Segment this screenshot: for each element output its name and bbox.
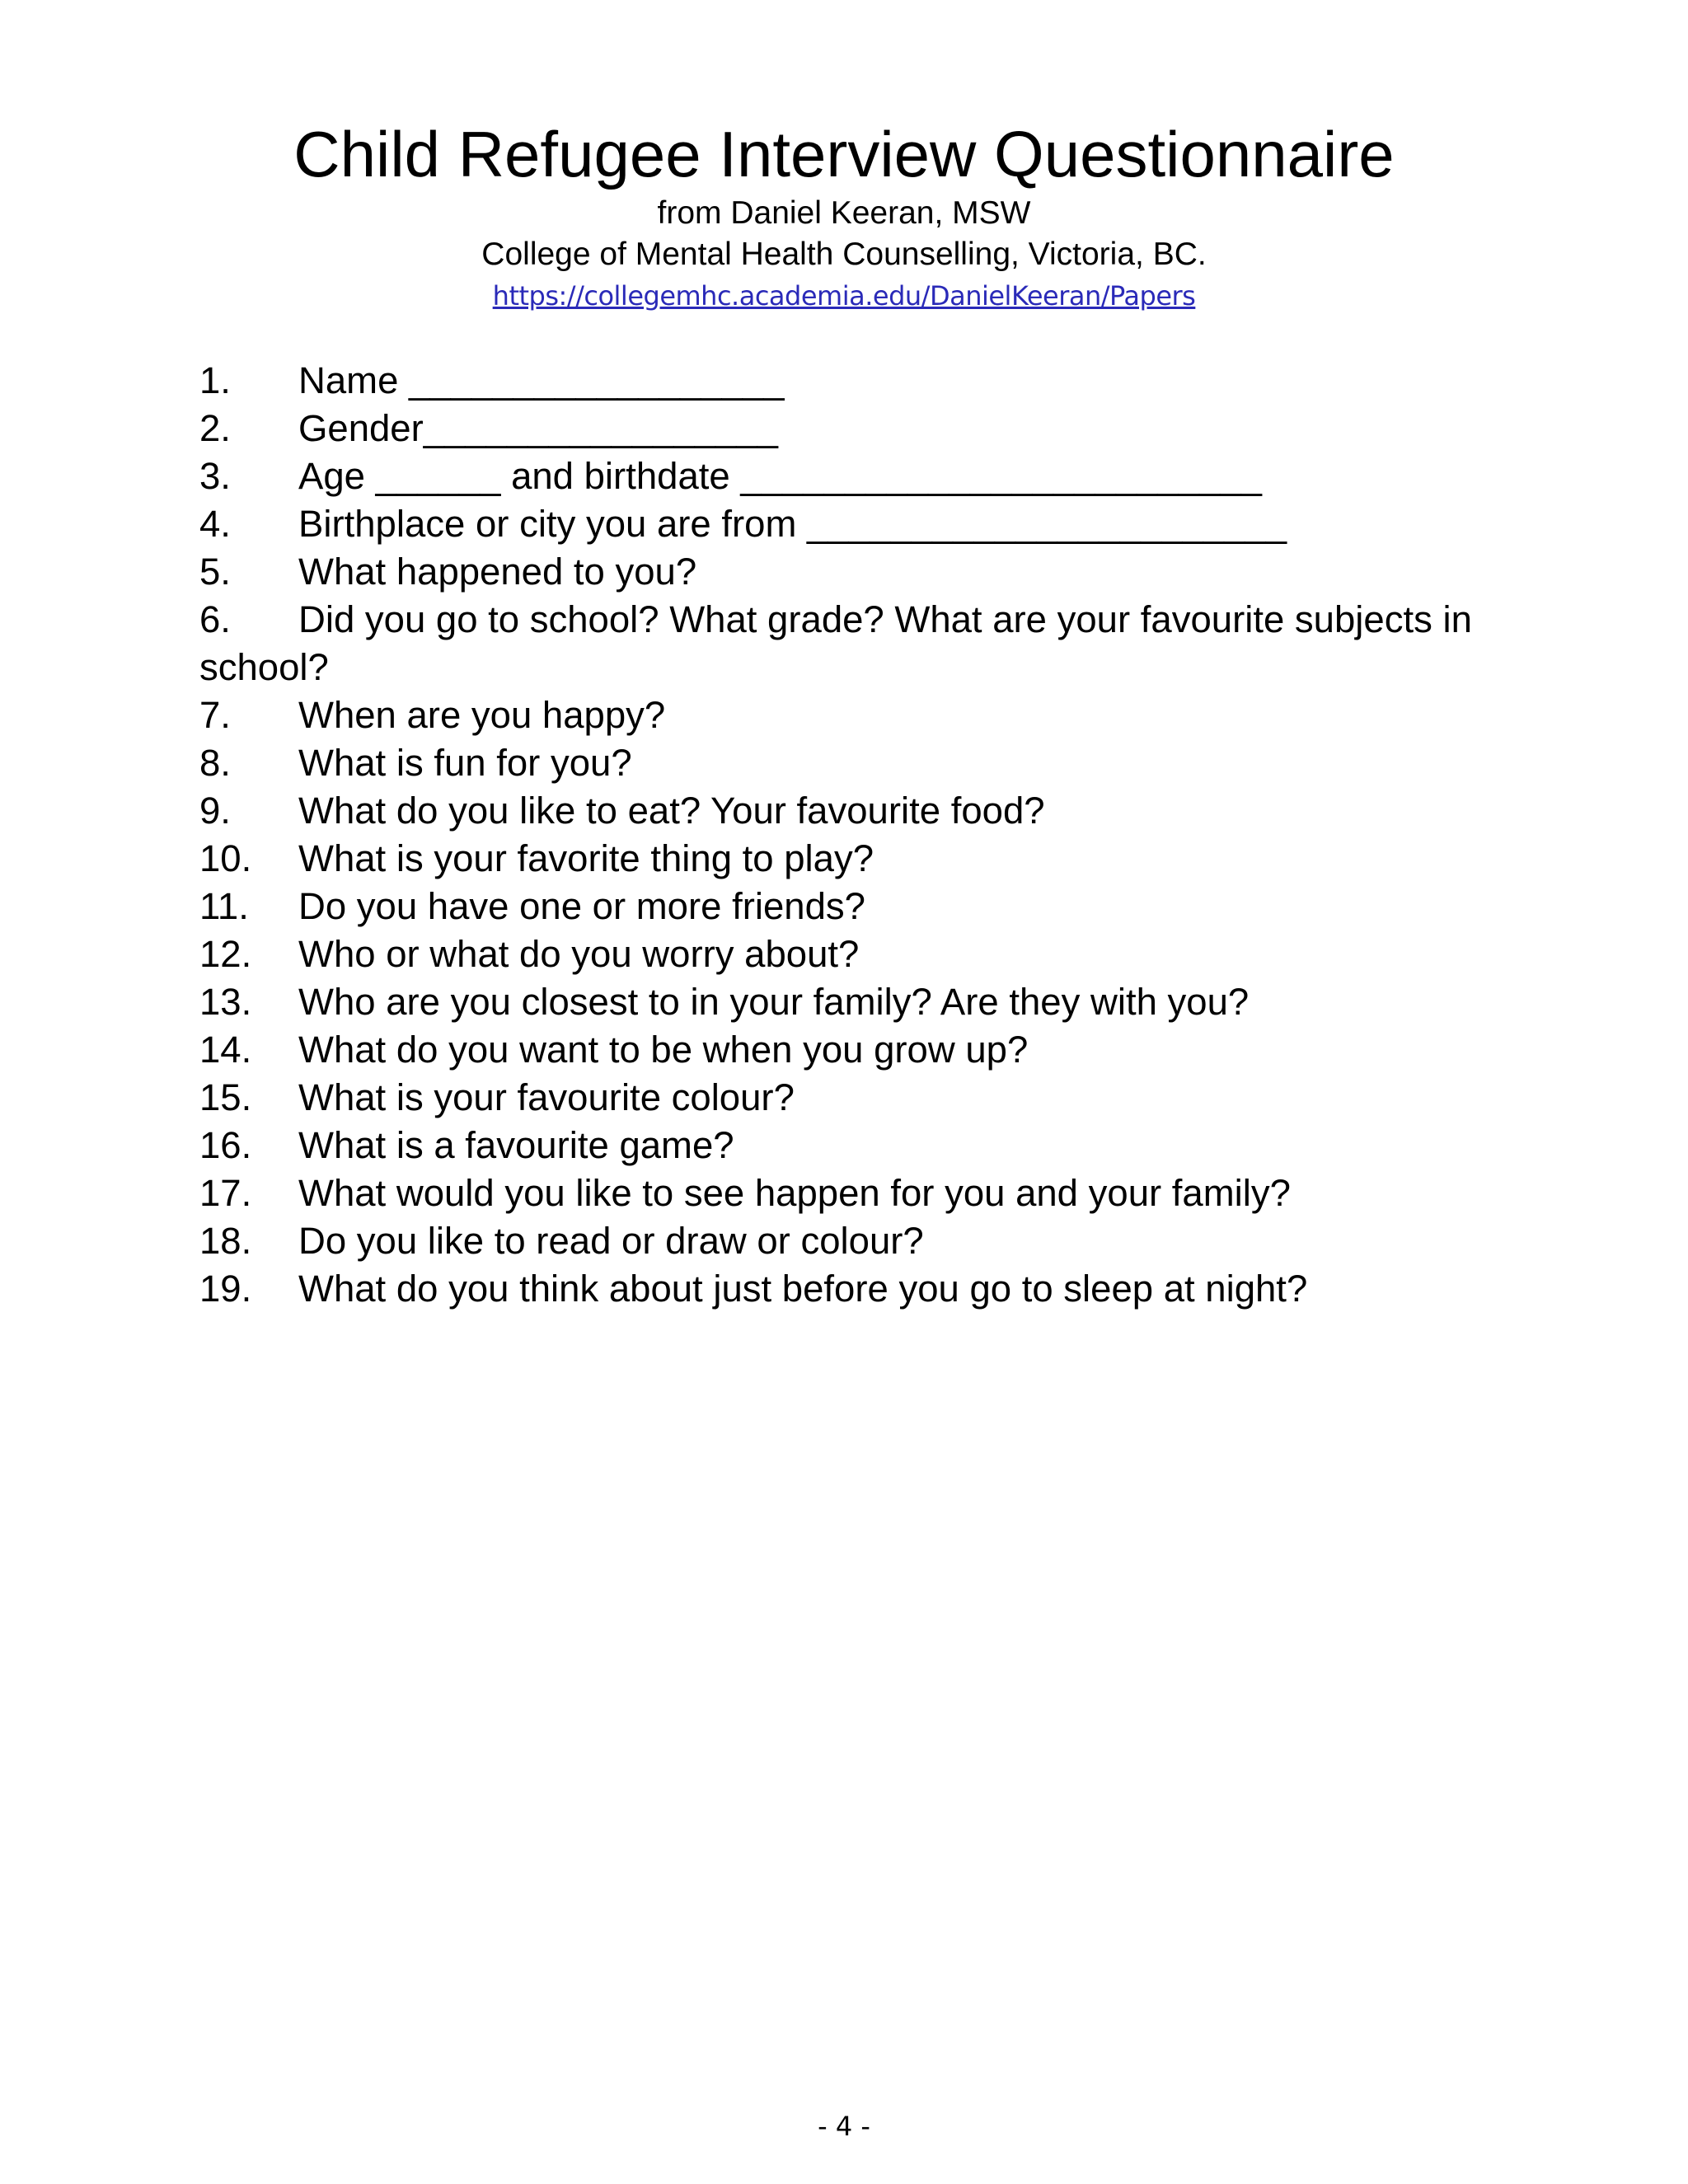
question-text: What is a favourite game? [298, 1124, 734, 1166]
question-number: 15. [199, 1076, 252, 1118]
question-number: 18. [199, 1220, 252, 1262]
question-item-17 [199, 1169, 1485, 1217]
question-number: 1. [199, 359, 231, 401]
question-number: 3. [199, 455, 231, 497]
question-number: 2. [199, 407, 231, 449]
question-text: What is your favorite thing to play? [298, 837, 874, 879]
question-text: What happened to you? [298, 551, 697, 593]
question-text: What is your favourite colour? [298, 1076, 795, 1118]
question-number: 14. [199, 1029, 252, 1071]
question-item-3 [199, 452, 1485, 500]
question-text: What do you like to eat? Your favourite food? [298, 790, 1045, 832]
document-header [0, 115, 1688, 315]
question-text: Name __________________ [298, 359, 785, 401]
question-item-12 [199, 930, 1485, 978]
question-item-9 [199, 787, 1485, 835]
question-text: Age ______ and birthdate _________________________ [298, 455, 1262, 497]
question-text: Do you have one or more friends? [298, 885, 865, 927]
question-item-19 [199, 1265, 1485, 1313]
question-text: What would you like to see happen for you and your family? [298, 1172, 1291, 1214]
question-text: What do you want to be when you grow up? [298, 1029, 1029, 1071]
question-item-10 [199, 835, 1485, 883]
question-item-5 [199, 548, 1485, 596]
question-number: 16. [199, 1124, 252, 1166]
question-number: 5. [199, 551, 231, 593]
question-number: 19. [199, 1268, 252, 1310]
question-item-16 [199, 1122, 1485, 1169]
question-number: 6. [199, 598, 231, 640]
question-item-13 [199, 978, 1485, 1026]
question-text: What is fun for you? [298, 742, 632, 784]
question-item-15 [199, 1074, 1485, 1122]
question-number: 9. [199, 790, 231, 832]
institution-line: College of Mental Health Counselling, Victoria, BC. [481, 237, 1207, 272]
page-title: Child Refugee Interview Questionnaire [293, 118, 1395, 190]
question-number: 13. [199, 981, 252, 1023]
question-number: 12. [199, 933, 252, 975]
question-number: 10. [199, 837, 252, 879]
question-number: 8. [199, 742, 231, 784]
question-item-6 [199, 596, 1485, 691]
question-number: 7. [199, 694, 231, 736]
question-item-8 [199, 739, 1485, 787]
question-item-7 [199, 691, 1485, 739]
question-text: Gender_________________ [298, 407, 778, 449]
page-number: - 4 - [818, 2111, 870, 2142]
question-text: When are you happy? [298, 694, 666, 736]
question-item-18 [199, 1217, 1485, 1265]
question-item-1 [199, 357, 1485, 405]
question-text: Do you like to read or draw or colour? [298, 1220, 924, 1262]
question-number: 11. [199, 885, 249, 927]
question-text: Who are you closest to in your family? Are they with you? [298, 981, 1250, 1023]
question-number: 17. [199, 1172, 252, 1214]
question-item-11 [199, 883, 1485, 930]
papers-link[interactable]: https://collegemhc.academia.edu/DanielKeeran/Papers [492, 280, 1196, 312]
question-number: 4. [199, 503, 231, 545]
question-text: Who or what do you worry about? [298, 933, 860, 975]
question-item-2 [199, 405, 1485, 452]
question-item-4 [199, 500, 1485, 548]
author-line: from Daniel Keeran, MSW [657, 195, 1031, 231]
question-item-14 [199, 1026, 1485, 1074]
question-text: Did you go to school? What grade? What are your favourite subjects in school? [199, 598, 1472, 688]
question-list [199, 357, 1485, 1313]
question-text: What do you think about just before you go to sleep at night? [298, 1268, 1308, 1310]
question-text: Birthplace or city you are from _______________________ [298, 503, 1287, 545]
